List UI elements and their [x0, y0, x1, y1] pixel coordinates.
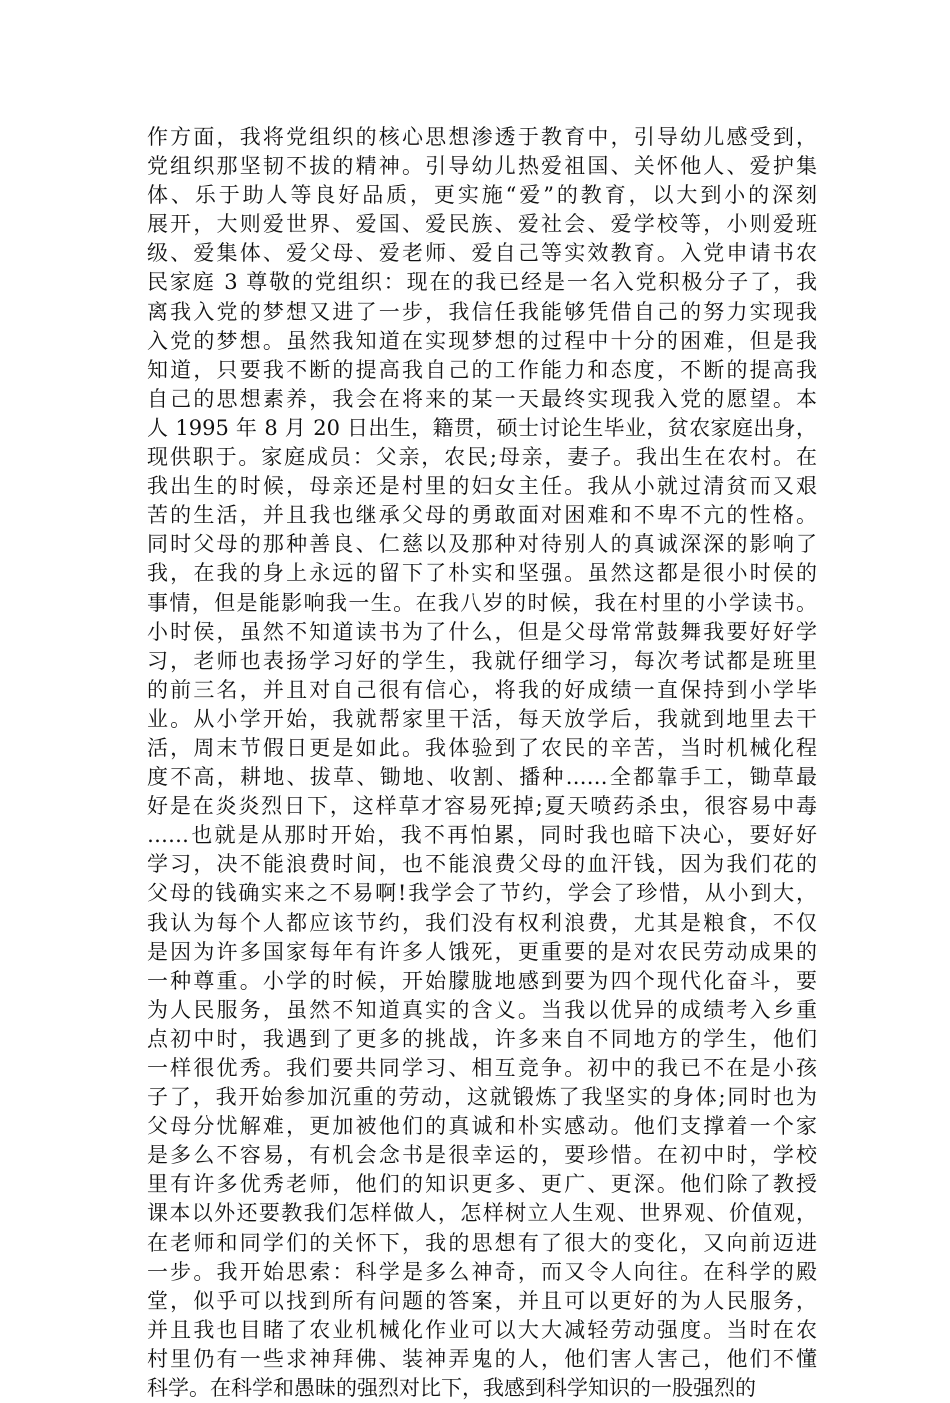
- text-line: 子了，我开始参加沉重的劳动，这就锻炼了我坚实的身体;同时也为: [147, 1085, 817, 1110]
- text-line: 为人民服务，虽然不知道真实的含义。当我以优异的成绩考入乡重: [147, 997, 817, 1022]
- text-line: 现供职于。家庭成员：父亲，农民;母亲，妻子。我出生在农村。在: [147, 445, 817, 470]
- text-line: 知道，只要我不断的提高我自己的工作能力和态度，不断的提高我: [147, 357, 817, 382]
- text-line: 学习，决不能浪费时间，也不能浪费父母的血汗钱，因为我们花的: [147, 852, 817, 877]
- text-line: 是因为许多国家每年有许多人饿死，更重要的是对农民劳动成果的: [147, 939, 817, 964]
- text-line: 我认为每个人都应该节约，我们没有权利浪费，尤其是粮食，不仅: [147, 910, 817, 935]
- text-line: 党组织那坚韧不拔的精神。引导幼儿热爱祖国、关怀他人、爱护集: [147, 154, 817, 179]
- text-line: 自己的思想素养，我会在将来的某一天最终实现我入党的愿望。本: [147, 386, 817, 411]
- text-line: 一种尊重。小学的时候，开始朦胧地感到要为四个现代化奋斗，要: [147, 968, 817, 993]
- text-line: 事情，但是能影响我一生。在我八岁的时候，我在村里的小学读书。: [147, 590, 817, 615]
- text-line: 我出生的时候，母亲还是村里的妇女主任。我从小就过清贫而又艰: [147, 474, 817, 499]
- text-line: 一步。我开始思索：科学是多么神奇，而又令人向往。在科学的殿: [147, 1259, 817, 1284]
- text-line: 父母的钱确实来之不易啊!我学会了节约，学会了珍惜，从小到大，: [147, 881, 817, 906]
- text-line: 业。从小学开始，我就帮家里干活，每天放学后，我就到地里去干: [147, 706, 817, 731]
- text-line: 习，老师也表扬学习好的学生，我就仔细学习，每次考试都是班里: [147, 648, 817, 673]
- text-line: 人 1995 年 8 月 20 日出生，籍贯，硕士讨论生毕业，贫农家庭出身，: [147, 415, 817, 440]
- body-text: [147, 123, 817, 1403]
- text-line: 同时父母的那种善良、仁慈以及那种对待别人的真诚深深的影响了: [147, 532, 817, 557]
- text-line: 入党的梦想。虽然我知道在实现梦想的过程中十分的困难，但是我: [147, 328, 817, 353]
- text-line: 小时侯，虽然不知道读书为了什么，但是父母常常鼓舞我要好好学: [147, 619, 817, 644]
- text-line: 体、乐于助人等良好品质，更实施“爱”的教育，以大到小的深刻: [147, 183, 817, 208]
- text-line: 是多么不容易，有机会念书是很幸运的，要珍惜。在初中时，学校: [147, 1143, 817, 1168]
- text-line: 一样很优秀。我们要共同学习、相互竞争。初中的我已不在是小孩: [147, 1056, 817, 1080]
- text-line: 民家庭 3 尊敬的党组织：现在的我已经是一名入党积极分子了，我: [147, 270, 817, 295]
- text-line: 好是在炎炎烈日下，这样草才容易死掉;夏天喷药杀虫，很容易中毒: [147, 794, 817, 819]
- text-line: 科学。在科学和愚昧的强烈对比下，我感到科学知识的一股强烈的: [147, 1376, 756, 1401]
- text-line: 堂，似乎可以找到所有问题的答案，并且可以更好的为人民服务，: [147, 1288, 817, 1313]
- text-line: 的前三名，并且对自己很有信心，将我的好成绩一直保持到小学毕: [147, 677, 817, 702]
- text-line: 度不高，耕地、拔草、锄地、收割、播种……全都靠手工，锄草最: [147, 765, 817, 790]
- text-line: 我，在我的身上永远的留下了朴实和坚强。虽然这都是很小时侯的: [147, 561, 817, 586]
- text-line: 作方面，我将党组织的核心思想渗透于教育中，引导幼儿感受到，: [147, 125, 817, 149]
- text-line: 级、爱集体、爱父母、爱老师、爱自己等实效教育。入党申请书农: [147, 241, 817, 266]
- text-line: 课本以外还要教我们怎样做人，怎样树立人生观、世界观、价值观，: [147, 1201, 817, 1226]
- text-line: 点初中时，我遇到了更多的挑战，许多来自不同地方的学生，他们: [147, 1026, 817, 1051]
- text-line: 村里仍有一些求神拜佛、装神弄鬼的人，他们害人害己，他们不懂: [147, 1346, 817, 1371]
- text-line: ……也就是从那时开始，我不再怕累，同时我也暗下决心，要好好: [147, 823, 817, 848]
- text-line: 离我入党的梦想又进了一步，我信任我能够凭借自己的努力实现我: [147, 299, 817, 324]
- text-line: 展开，大则爱世界、爱国、爱民族、爱社会、爱学校等，小则爱班: [147, 212, 817, 237]
- text-line: 父母分忧解难，更加被他们的真诚和朴实感动。他们支撑着一个家: [147, 1114, 817, 1139]
- text-line: 里有许多优秀老师，他们的知识更多、更广、更深。他们除了教授: [147, 1172, 817, 1197]
- text-line: 在老师和同学们的关怀下，我的思想有了很大的变化，又向前迈进: [147, 1230, 817, 1255]
- text-line: 活，周末节假日更是如此。我体验到了农民的辛苦，当时机械化程: [147, 735, 817, 760]
- text-line: 并且我也目睹了农业机械化作业可以大大减轻劳动强度。当时在农: [147, 1317, 817, 1342]
- text-line: 苦的生活，并且我也继承父母的勇敢面对困难和不卑不亢的性格。: [147, 503, 817, 528]
